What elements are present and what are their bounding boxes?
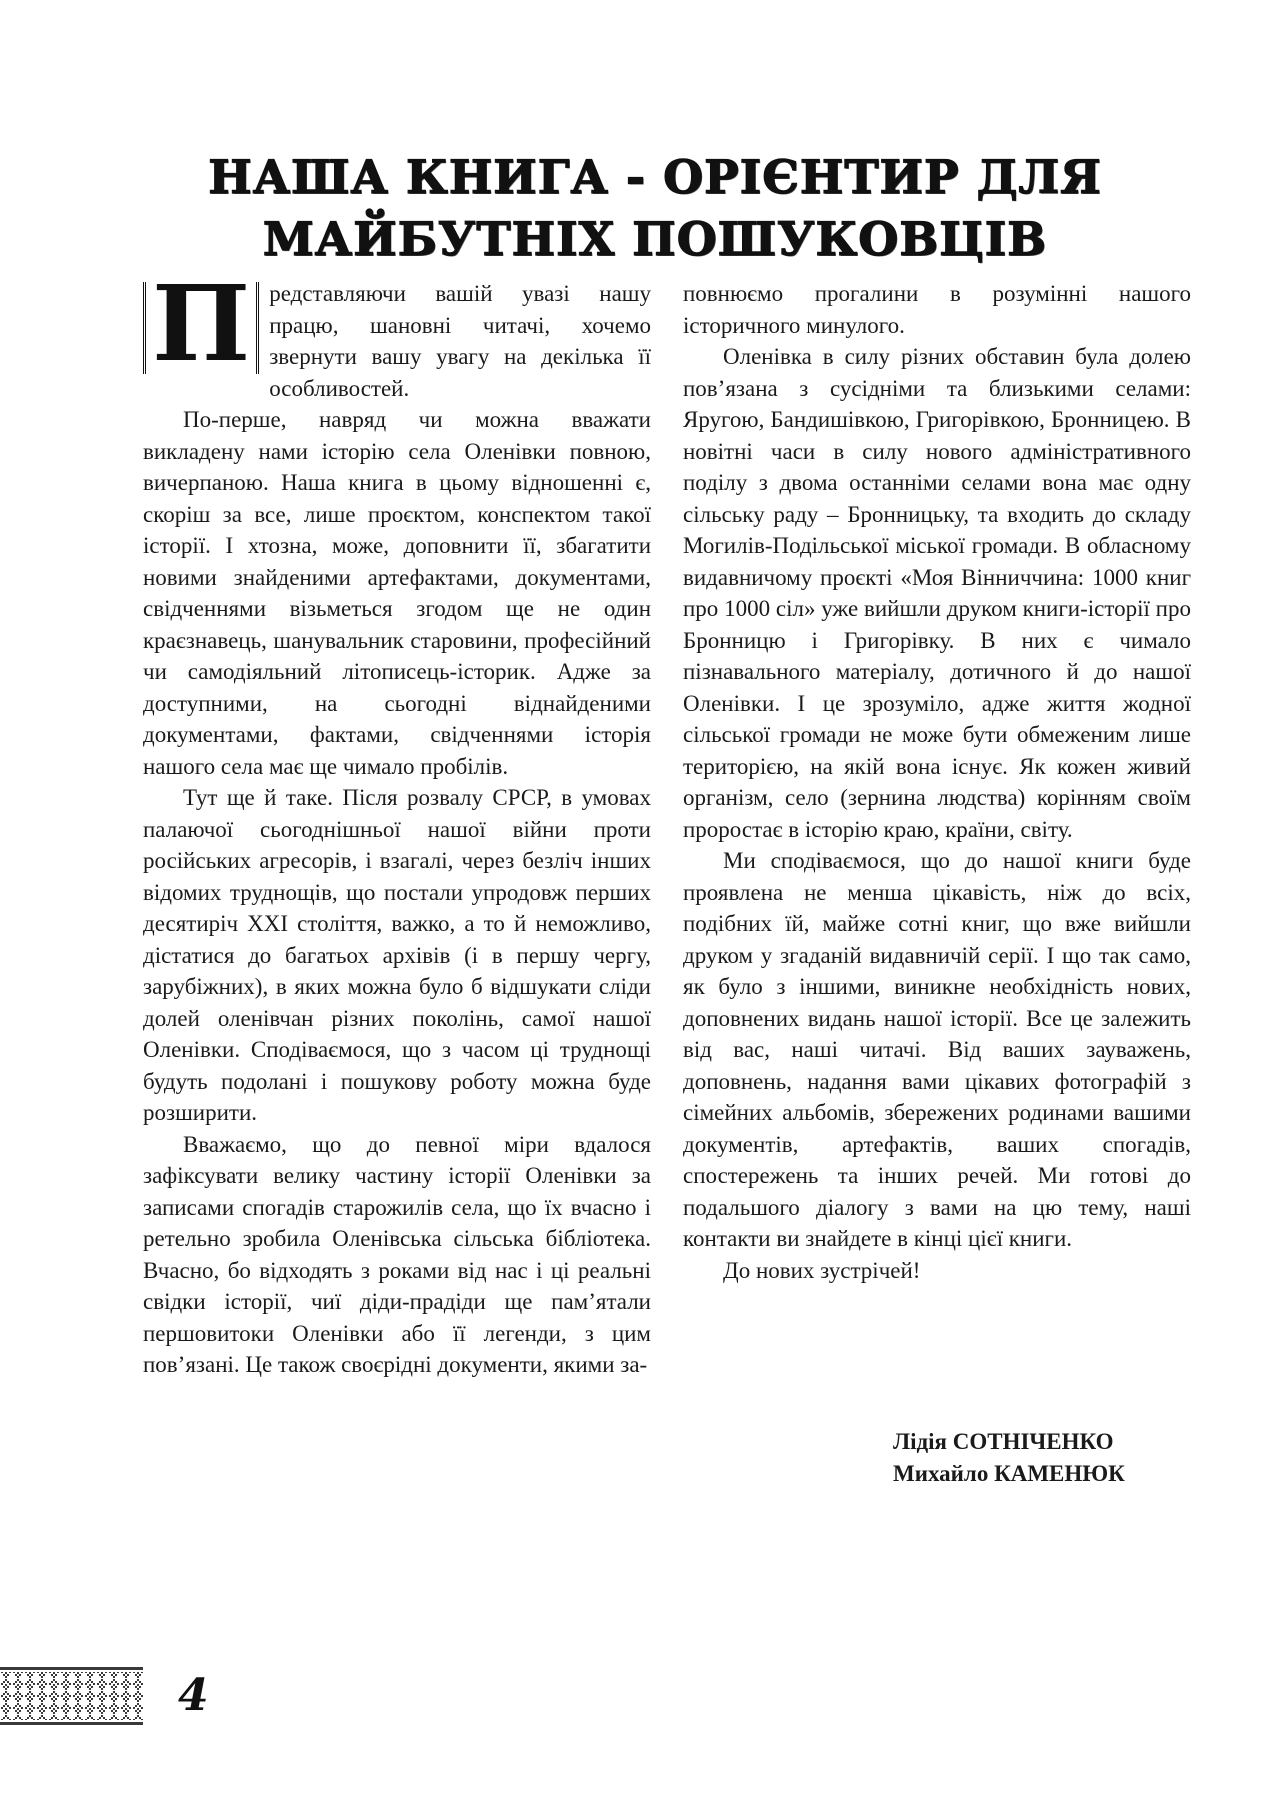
paragraph: Тут ще й таке. Після розвалу СРСР, в умовах палаючої сьогоднішньої нашої війни проти російських агресорів, і взагалі, через безліч інших відомих труднощів, що постали упродовж перших десятиріч XXI століття, важко, а то й неможливо, дістатися до багатьох архівів (і в першу чергу, зарубіжних), в яких можна було б відшукати сліди долей оленівчан різних поколінь, самої нашої Оленівки. Сподіваємося, що з часом ці труднощі будуть подолані і пошукову роботу можна буде розширити. <box>143 785 651 1125</box>
paragraph: Ми сподіваємося, що до нашої книги буде проявлена не менша цікавість, ніж до всіх, подібних їй, майже сотні книг, що вже вийшли друком у згаданій видавничій серії. І що так само, як було з іншими, виникне необхідність нових, доповнених видань нашої історії. Все це залежить від вас, наші читачі. Від ваших зауважень, доповнень, надання вами цікавих фотографій з сімейних альбомів, збережених родинами вашими документів, артефактів, ваших спогадів, спостережень та інших речей. Ми готові до подальшого діалогу з вами на цю тему, наші контакти ви знайдете в кінці цієї книги. <box>683 848 1191 1251</box>
embroidery-ornament-icon <box>0 1667 143 1725</box>
continued-paragraph: повнюємо прогалини в розумінні нашого історичного минулого. <box>683 281 1191 338</box>
closing-line: До нових зустрічей! <box>723 1257 921 1283</box>
left-column <box>143 262 651 1381</box>
paragraph: Вважаємо, що до певної міри вдалося зафіксувати велику частину історії Оленівки за записами спогадів старожилів села, що їх вчасно і ретельно зробила Оленівська сільська бібліотека. Вчасно, бо відходять з роками від нас і ці реальні свідки історії, чиї діди-прадіди ще пам’ятали першовитоки Оленівки або її легенди, з цим пов’язані. Це також своєрідні документи, якими за- <box>143 1131 651 1377</box>
page-number: 4 <box>178 1670 209 1721</box>
signature-block <box>893 1426 1125 1489</box>
author-name: Лідія СОТНІЧЕНКО <box>893 1429 1114 1454</box>
right-column <box>683 278 1191 1286</box>
author-name: Михайло КАМЕНЮК <box>893 1460 1125 1486</box>
intro-paragraph <box>143 262 651 404</box>
paragraph: По-перше, навряд чи можна вважати викладену нами історію села Оленівки повною, вичерпаною. Наша книга в цьому відношенні є, скоріш за все, лише проєктом, конспектом такої історії. І хтозна, може, доповнити її, збагатити новими знайденими артефактами, документами, свідченнями візьметься згодом ще не один краєзнавець, шанувальник старовини, професійний чи самодіяльний літописець-історик. Адже за доступними, на сьогодні віднайденими документами, фактами, свідченнями історія нашого села має ще чимало пробілів. <box>143 407 651 779</box>
intro-paragraph-text: редставляючи вашій увазі нашу працю, шановні читачі, хочемо звернути вашу увагу на декілька її особливостей. <box>269 281 651 401</box>
page-title: НАША КНИГА - ОРІЄНТИР ДЛЯ МАЙБУТНІХ ПОШУКОВЦІВ <box>208 149 1102 266</box>
paragraph: Оленівка в силу різних обставин була долею пов’язана з сусідніми та близькими селами: Яругою, Бандишівкою, Григорівкою, Бронницею. В новітні часи в силу нового адміністративного поділу з двома останніми селами вона має одну сільську раду – Бронницьку, та входить до складу Могилів-Подільської міської громади. В обласному видавничому проєкті «Моя Вінниччина: 1000 книг про 1000 сіл» уже вийшли друком книги-історії про Бронницю і Григорівку. В них є чимало пізнавального матеріалу, дотичного й до нашої Оленівки. І це зрозуміло, адже життя жодної сільської громади не може бути обмеженим лише територією, на якій вона існує. Як кожен живий організм, село (зернина людства) корінням своїм проростає в історію краю, країни, світу. <box>683 344 1191 842</box>
drop-cap-letter: П <box>143 282 259 374</box>
